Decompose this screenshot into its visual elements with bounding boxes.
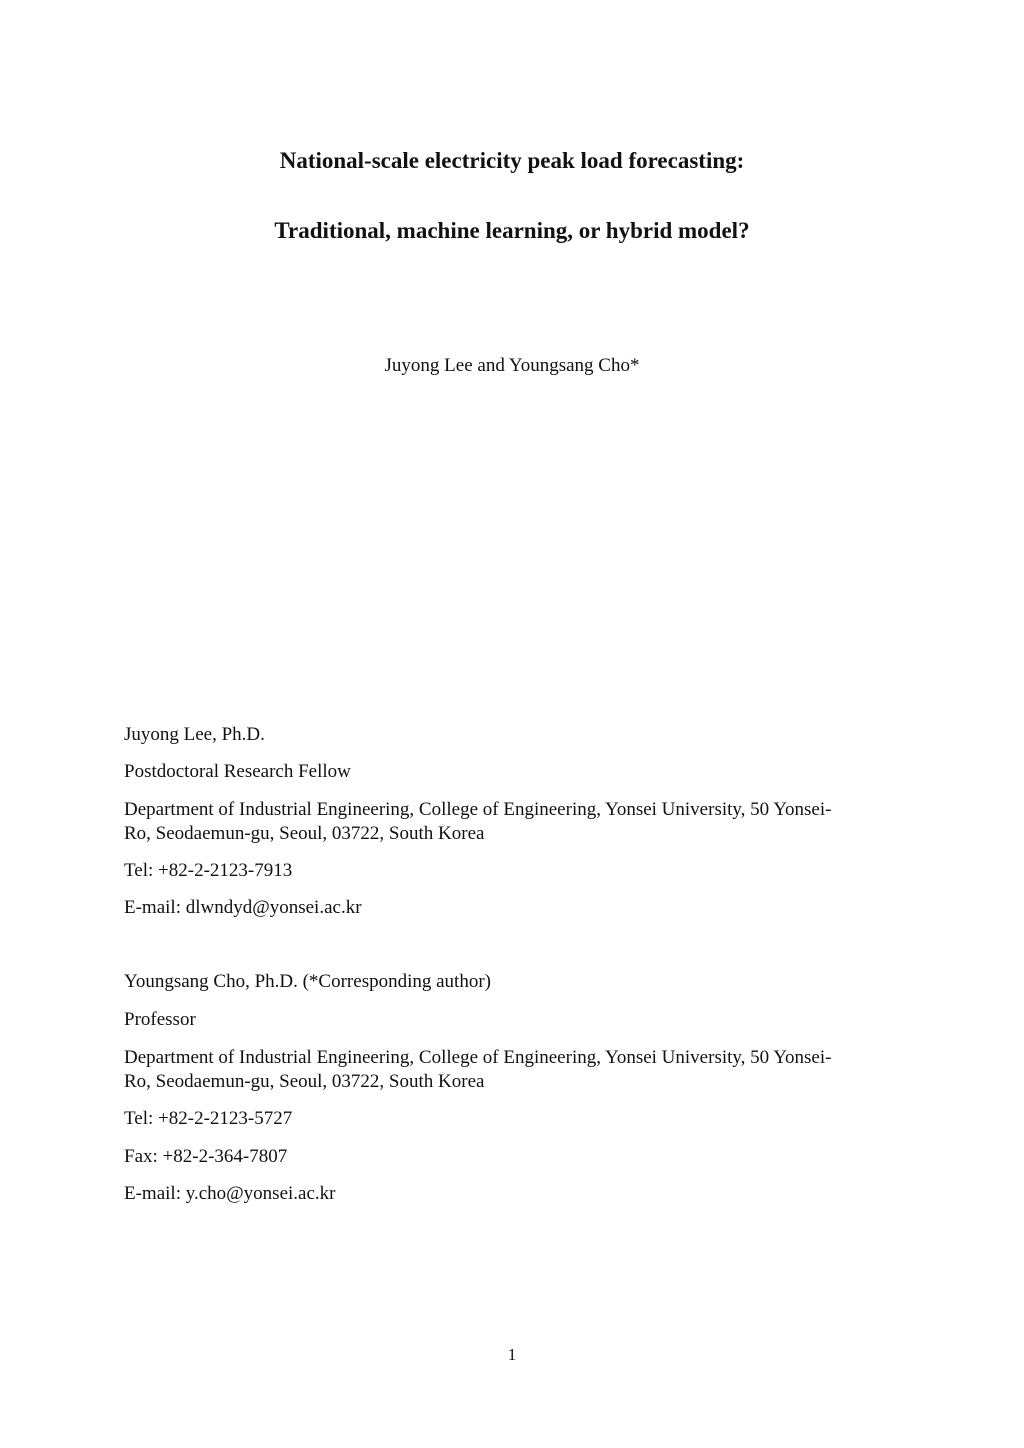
author2-address-line-1: Department of Industrial Engineering, College of Engineering, Yonsei University, 50 Yonsei- (124, 1047, 832, 1068)
author1-name: Juyong Lee, Ph.D. (124, 724, 265, 745)
author2-address-line-2: Ro, Seodaemun-gu, Seoul, 03722, South Korea (124, 1071, 485, 1092)
author2-email: E-mail: y.cho@yonsei.ac.kr (124, 1183, 336, 1204)
author2-fax: Fax: +82-2-364-7807 (124, 1146, 288, 1167)
title-line-2: Traditional, machine learning, or hybrid model? (274, 218, 750, 243)
title-line-1: National-scale electricity peak load forecasting: (279, 148, 745, 173)
author1-position: Postdoctoral Research Fellow (124, 761, 351, 782)
author2-position: Professor (124, 1009, 196, 1030)
author1-tel: Tel: +82-2-2123-7913 (124, 860, 293, 881)
authors-line: Juyong Lee and Youngsang Cho* (384, 355, 640, 376)
author2-tel: Tel: +82-2-2123-5727 (124, 1108, 293, 1129)
author1-address-line-1: Department of Industrial Engineering, College of Engineering, Yonsei University, 50 Yonsei- (124, 799, 832, 820)
author1-address-line-2: Ro, Seodaemun-gu, Seoul, 03722, South Korea (124, 823, 485, 844)
page-number: 1 (507, 1345, 517, 1364)
author2-name: Youngsang Cho, Ph.D. (*Corresponding author) (124, 971, 491, 992)
author1-email: E-mail: dlwndyd@yonsei.ac.kr (124, 897, 362, 918)
